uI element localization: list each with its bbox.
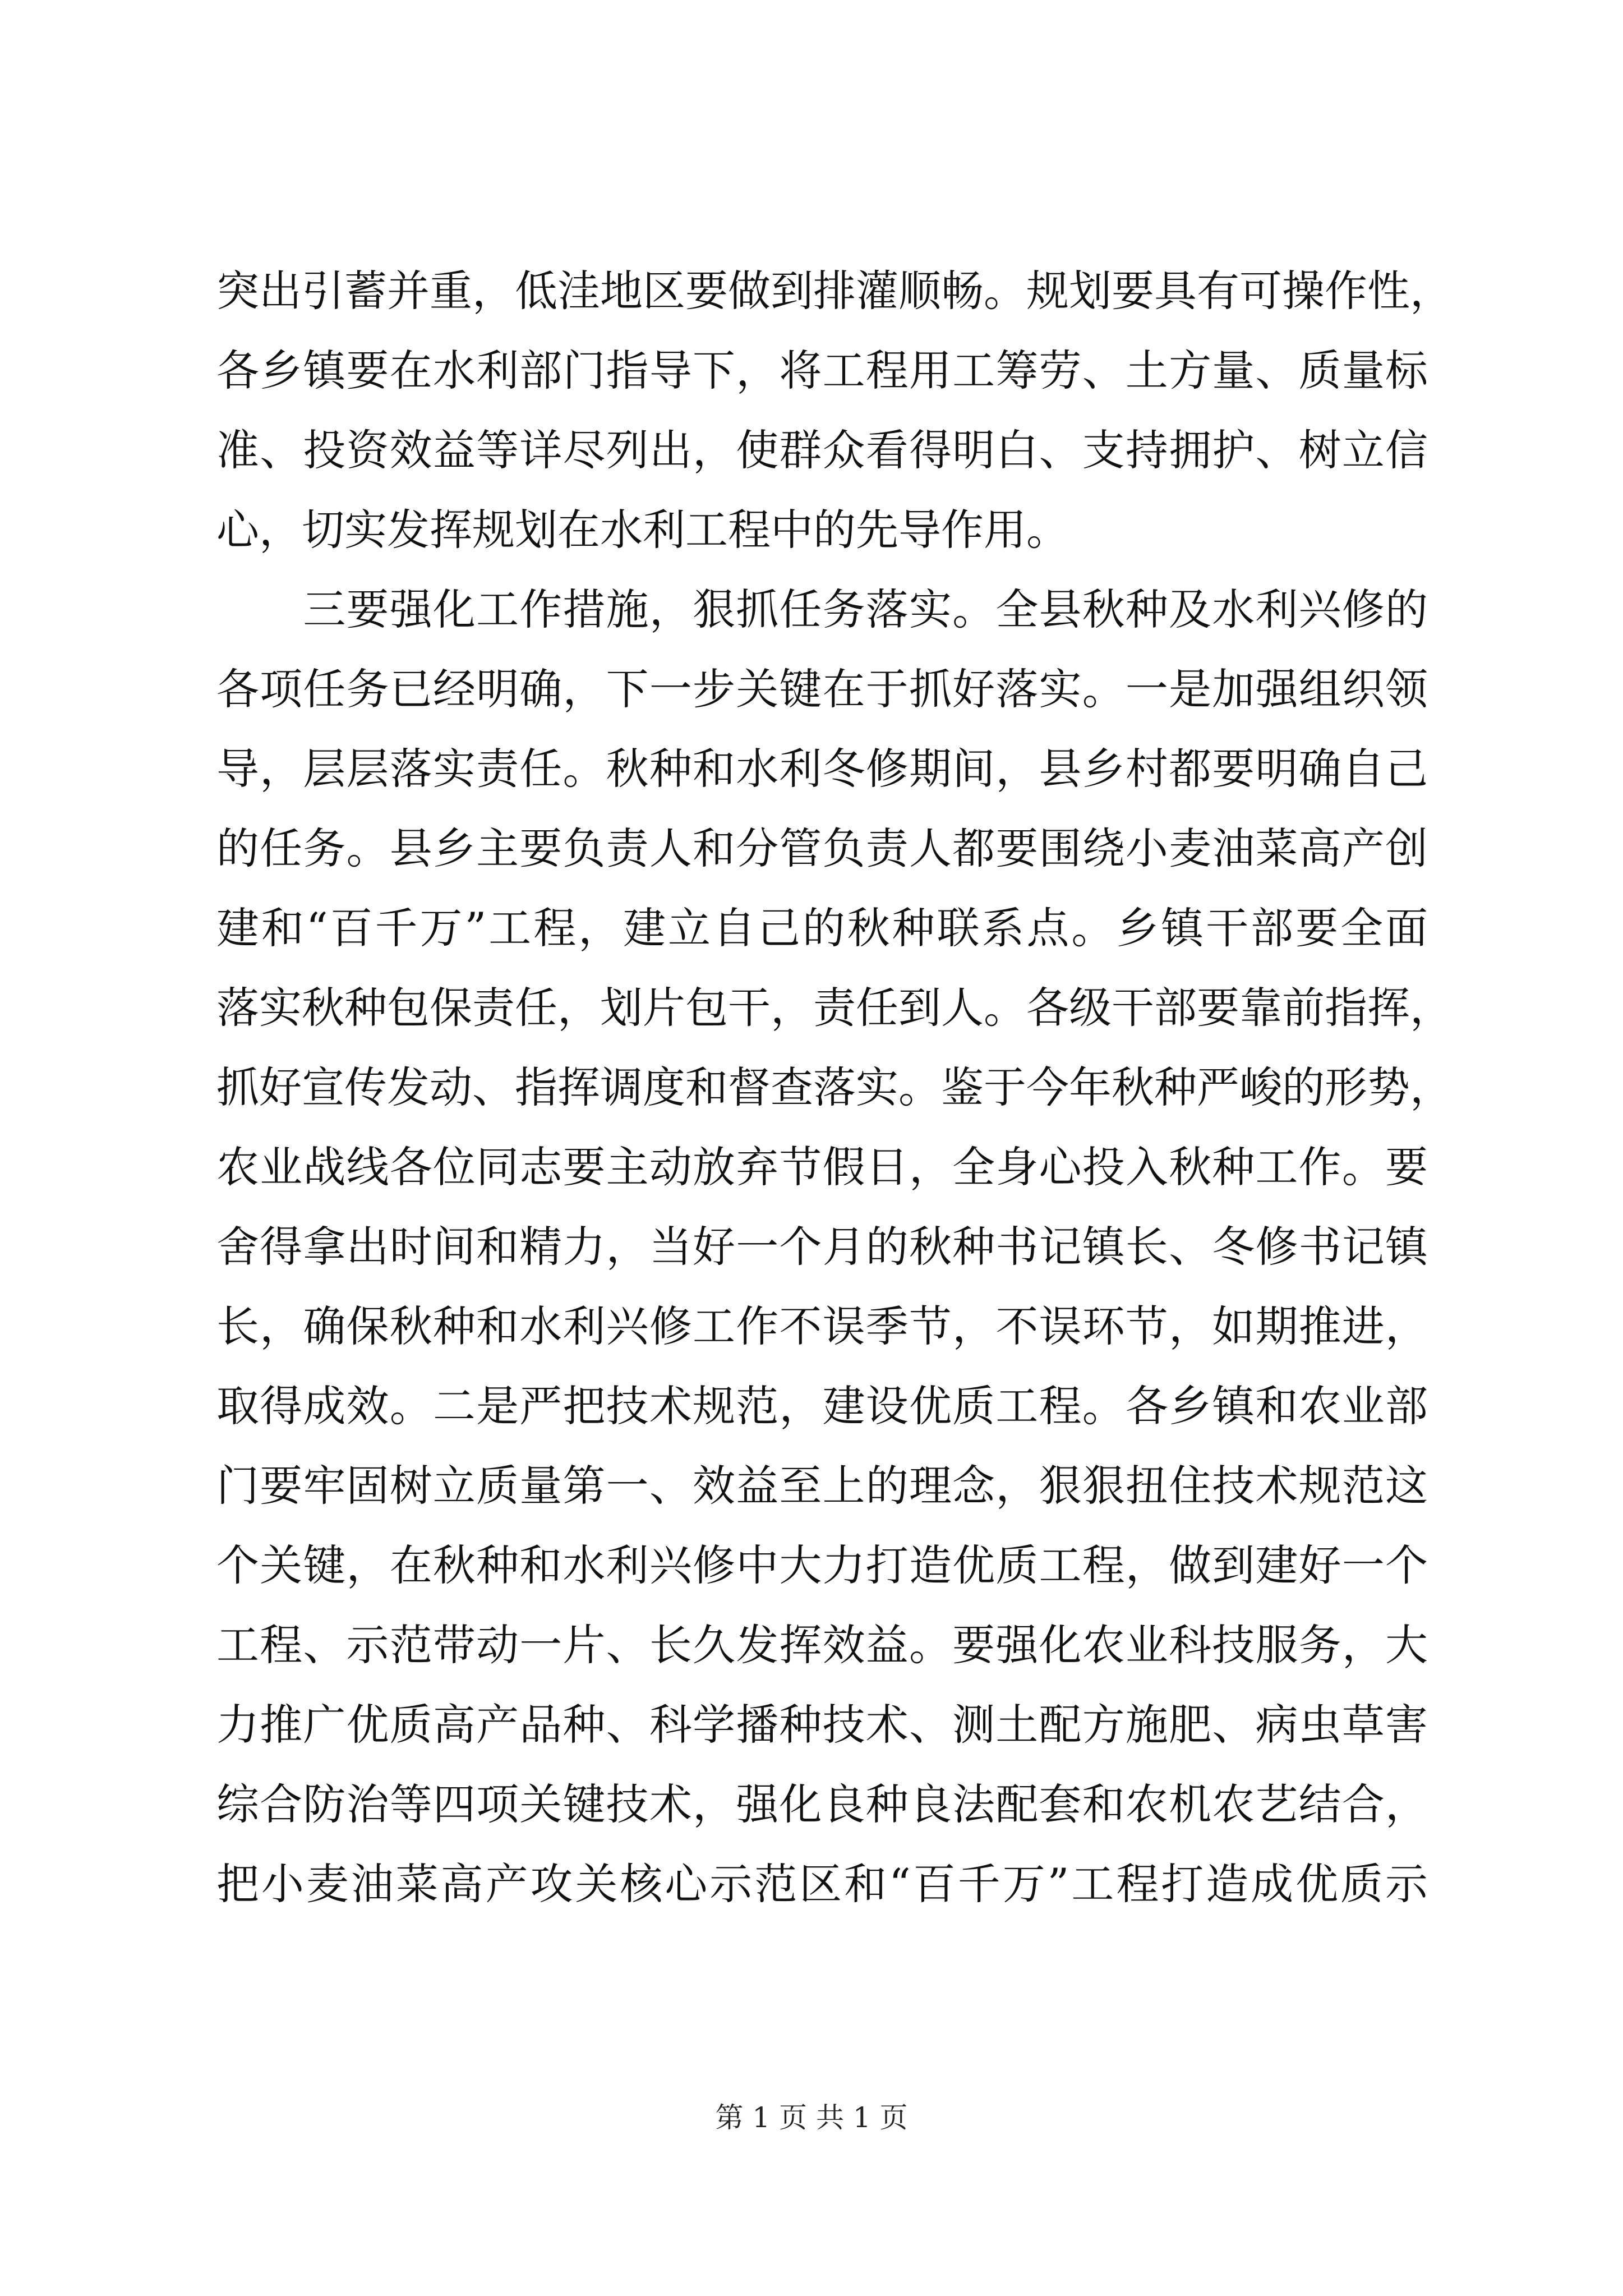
text-line: 长，确保秋种和水利兴修工作不误季节，不误环节，如期推进， <box>216 1301 1428 1351</box>
text-line: 农业战线各位同志要主动放弃节假日，全身心投入秋种工作。要 <box>216 1142 1428 1192</box>
page-number-footer: 第 1 页 共 1 页 <box>715 2101 908 2134</box>
text-line: 心，切实发挥规划在水利工程中的先导作用。 <box>216 505 1069 555</box>
text-line: 各项任务已经明确，下一步关键在于抓好落实。一是加强组织领 <box>216 664 1428 714</box>
text-line: 各乡镇要在水利部门指导下，将工程用工筹劳、土方量、质量标 <box>216 346 1428 395</box>
text-line: 舍得拿出时间和精力，当好一个月的秋种书记镇长、冬修书记镇 <box>216 1222 1428 1272</box>
text-line: 三要强化工作措施，狠抓任务落实。全县秋种及水利兴修的 <box>216 585 1428 634</box>
text-line: 力推广优质高产品种、科学播种技术、测土配方施肥、病虫草害 <box>216 1700 1428 1750</box>
text-line: 取得成效。二是严把技术规范，建设优质工程。各乡镇和农业部 <box>216 1381 1428 1431</box>
text-line: 落实秋种包保责任，划片包干，责任到人。各级干部要靠前指挥， <box>216 983 1453 1033</box>
text-line: 建和“百千万”工程，建立自己的秋种联系点。乡镇干部要全面 <box>216 903 1428 953</box>
text-line: 把小麦油菜高产攻关核心示范区和“百千万”工程打造成优质示 <box>216 1859 1428 1909</box>
text-line: 突出引蓄并重，低洼地区要做到排灌顺畅。规划要具有可操作性， <box>216 266 1453 316</box>
text-line: 综合防治等四项关键技术，强化良种良法配套和农机农艺结合， <box>216 1779 1428 1829</box>
text-line: 门要牢固树立质量第一、效益至上的理念，狠狠扭住技术规范这 <box>216 1461 1428 1511</box>
text-line: 抓好宣传发动、指挥调度和督查落实。鉴于今年秋种严峻的形势， <box>216 1062 1453 1112</box>
text-line: 的任务。县乡主要负责人和分管负责人都要围绕小麦油菜高产创 <box>216 823 1428 873</box>
text-line: 导，层层落实责任。秋种和水利冬修期间，县乡村都要明确自己 <box>216 744 1428 794</box>
text-line: 工程、示范带动一片、长久发挥效益。要强化农业科技服务，大 <box>216 1620 1428 1670</box>
text-line: 个关键，在秋种和水利兴修中大力打造优质工程，做到建好一个 <box>216 1540 1428 1590</box>
body-text <box>216 251 1453 1924</box>
text-line: 准、投资效益等详尽列出，使群众看得明白、支持拥护、树立信 <box>216 425 1428 475</box>
